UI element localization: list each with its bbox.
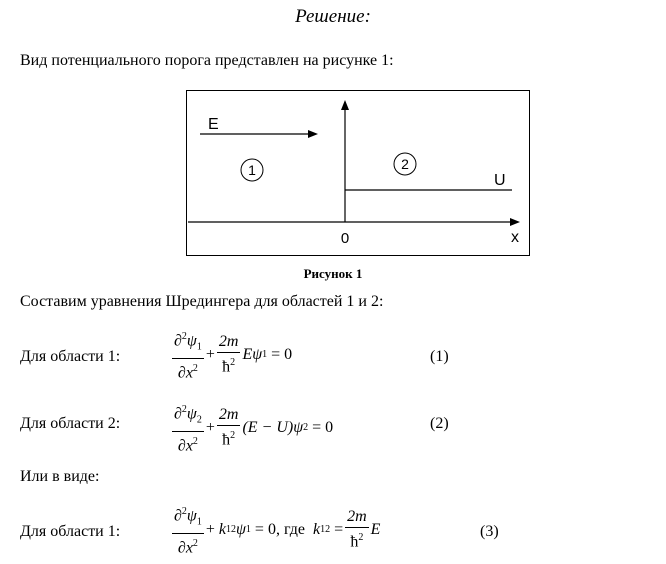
figure-frame bbox=[187, 91, 530, 256]
equation-2-row bbox=[20, 401, 646, 457]
solution-heading: Решение: bbox=[295, 6, 371, 27]
axis-label: x bbox=[511, 229, 519, 246]
equation-3-number: (3) bbox=[480, 523, 499, 540]
equation-1-row bbox=[20, 328, 646, 384]
equation-1-label: Для области 1: bbox=[20, 348, 121, 365]
equation-3-label: Для области 1: bbox=[20, 523, 121, 540]
region2-label: 2 bbox=[401, 156, 409, 172]
equation-3-row bbox=[20, 503, 646, 559]
region1-label: 1 bbox=[248, 162, 256, 178]
equation-2-number: (2) bbox=[430, 415, 449, 432]
equation-1-formula: $\frac{\partial^2\psi_1}{\partial x^2}$ + $\frac{2m}{ħ^2}$ E ψ 1 = 0 bbox=[170, 328, 292, 382]
energy-label: E bbox=[208, 116, 219, 133]
potential-step-figure bbox=[186, 90, 530, 256]
origin-label: 0 bbox=[340, 230, 350, 247]
intro-text: Вид потенциального порога представлен на рисунке 1: bbox=[20, 52, 394, 69]
equation-2-label: Для области 2: bbox=[20, 415, 121, 432]
equation-1-number: (1) bbox=[430, 348, 449, 365]
compose-text: Составим уравнения Шредингера для областей 1 и 2: bbox=[20, 293, 384, 310]
figure-caption: Рисунок 1 bbox=[303, 266, 363, 281]
equation-3-formula: $\frac{\partial^2\psi_1}{\partial x^2}$ + k 1 2 ψ 1 = 0 , где k 1 2 = $\frac{2m}{ħ^2}$ E bbox=[170, 503, 380, 557]
equation-2-formula: $\frac{\partial^2\psi_2}{\partial x^2}$ + $\frac{2m}{ħ^2}$ (E − U) ψ 2 = 0 bbox=[170, 401, 333, 455]
potential-label: U bbox=[494, 172, 506, 189]
or-text: Или в виде: bbox=[20, 468, 100, 485]
